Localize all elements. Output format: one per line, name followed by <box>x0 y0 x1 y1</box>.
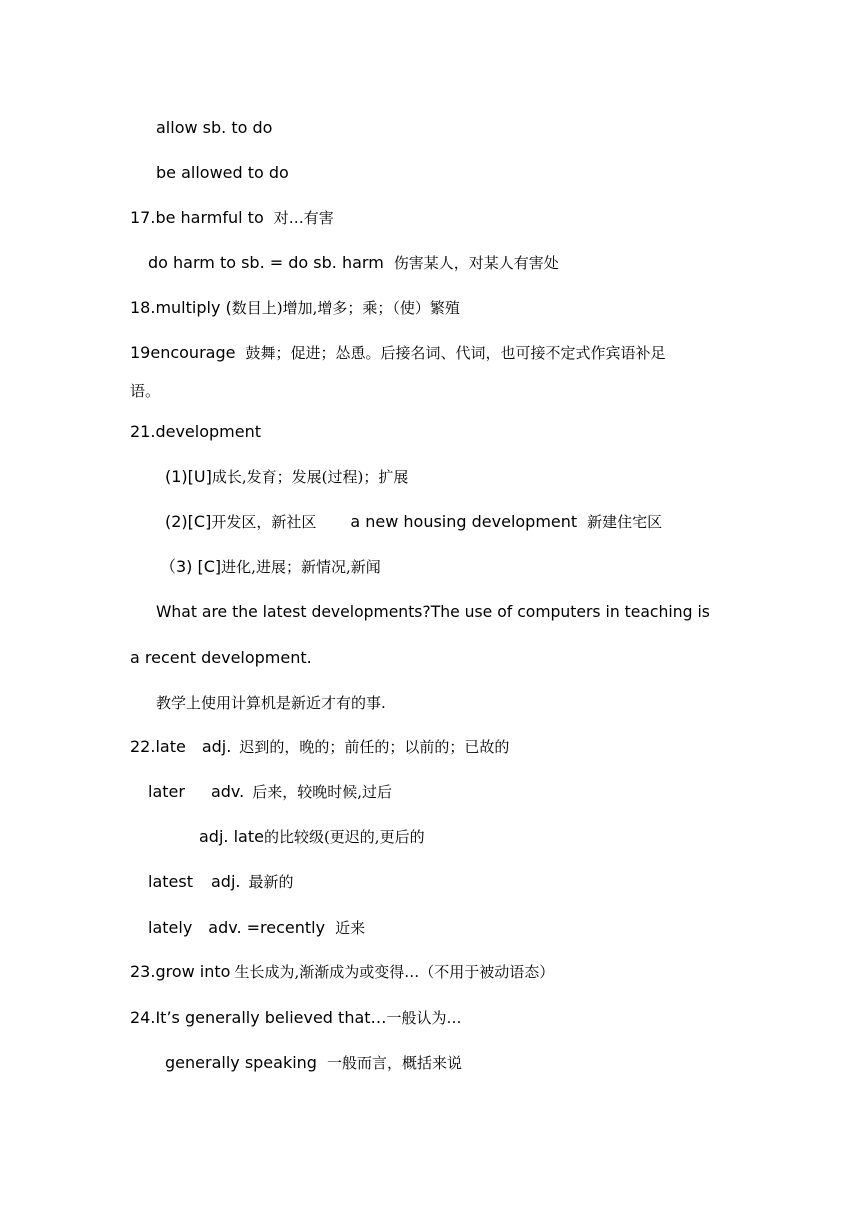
chinese-meaning: 成长,发育；发展(过程)；扩展 <box>211 468 409 486</box>
english-phrase: 23.grow into <box>130 962 231 981</box>
chinese-meaning: 一般认为… <box>386 1009 462 1027</box>
english-phrase: 22.late <box>130 737 186 756</box>
chinese-meaning: 对…有害 <box>273 209 334 227</box>
english-phrase: a recent development. <box>130 648 312 667</box>
text-line <box>130 381 160 401</box>
text-line <box>165 467 408 487</box>
chinese-meaning: 开发区，新社区 <box>211 513 317 531</box>
chinese-meaning: 语。 <box>130 382 161 400</box>
chinese-meaning: 进化,进展；新情况,新闻 <box>221 558 381 576</box>
english-phrase: 18.multiply ( <box>130 298 232 317</box>
part-of-speech: adj. <box>210 872 241 891</box>
text-line <box>160 557 381 577</box>
english-phrase: be allowed to do <box>156 163 289 182</box>
chinese-meaning: 教学上使用计算机是新近才有的事. <box>156 694 386 712</box>
chinese-meaning: 新建住宅区 <box>587 513 663 531</box>
chinese-meaning: 一般而言，概括来说 <box>326 1054 462 1072</box>
chinese-meaning: 迟到的，晚的；前任的；以前的；已故的 <box>239 738 510 756</box>
text-line <box>148 918 365 938</box>
chinese-meaning: 后来，较晚时候,过后 <box>252 783 393 801</box>
entry-22 <box>130 737 509 757</box>
english-phrase: a new housing development <box>350 512 578 531</box>
text-line <box>165 512 662 532</box>
entry-24 <box>130 1008 462 1028</box>
chinese-meaning: 数目上)增加,增多；乘；（使）繁殖 <box>231 299 460 317</box>
part-of-speech: adv. =recently <box>208 918 326 937</box>
example-sentence <box>156 602 710 622</box>
example-translation <box>156 693 386 713</box>
text-line <box>156 163 289 183</box>
text-line <box>199 827 425 847</box>
english-phrase: What are the latest developments?The use of computers in teaching is <box>156 603 710 621</box>
chinese-meaning: 近来 <box>335 919 366 937</box>
text-line <box>165 1053 462 1073</box>
chinese-meaning: 伤害某人，对某人有害处 <box>393 254 559 272</box>
entry-18 <box>130 298 460 318</box>
text-line <box>148 872 294 892</box>
chinese-meaning: 最新的 <box>248 873 294 891</box>
text-line <box>148 782 392 802</box>
part-of-speech: adv. <box>210 782 245 801</box>
entry-23 <box>130 962 554 982</box>
english-phrase: allow sb. to do <box>156 118 273 137</box>
english-phrase: adj. late <box>199 827 264 846</box>
chinese-meaning: 的比较级(更迟的,更后的 <box>263 828 425 846</box>
english-phrase: 24.It’s generally believed that… <box>130 1008 387 1027</box>
english-phrase: do harm to sb. = do sb. harm <box>148 253 384 272</box>
entry-17 <box>130 208 334 228</box>
chinese-meaning: 生长成为,渐渐成为或变得…（不用于被动语态） <box>234 963 555 981</box>
english-phrase: 17.be harmful to <box>130 208 264 227</box>
text-line <box>156 118 272 138</box>
english-phrase: latest <box>148 872 193 891</box>
sense-marker: (2)[C] <box>165 512 212 531</box>
example-sentence <box>130 648 312 668</box>
entry-19 <box>130 343 665 363</box>
english-phrase: 21.development <box>130 422 261 441</box>
english-phrase: lately <box>148 918 193 937</box>
sense-marker: （3) [C] <box>160 557 222 576</box>
sense-marker: (1)[U] <box>165 467 212 486</box>
english-phrase: later <box>148 782 185 801</box>
text-line <box>148 253 559 273</box>
chinese-meaning: 鼓舞；促进；怂恿。后接名词、代词，也可接不定式作宾语补足 <box>245 344 666 362</box>
entry-21 <box>130 422 261 442</box>
english-phrase: generally speaking <box>165 1053 317 1072</box>
part-of-speech: adj. <box>201 737 232 756</box>
english-phrase: 19encourage <box>130 343 236 362</box>
